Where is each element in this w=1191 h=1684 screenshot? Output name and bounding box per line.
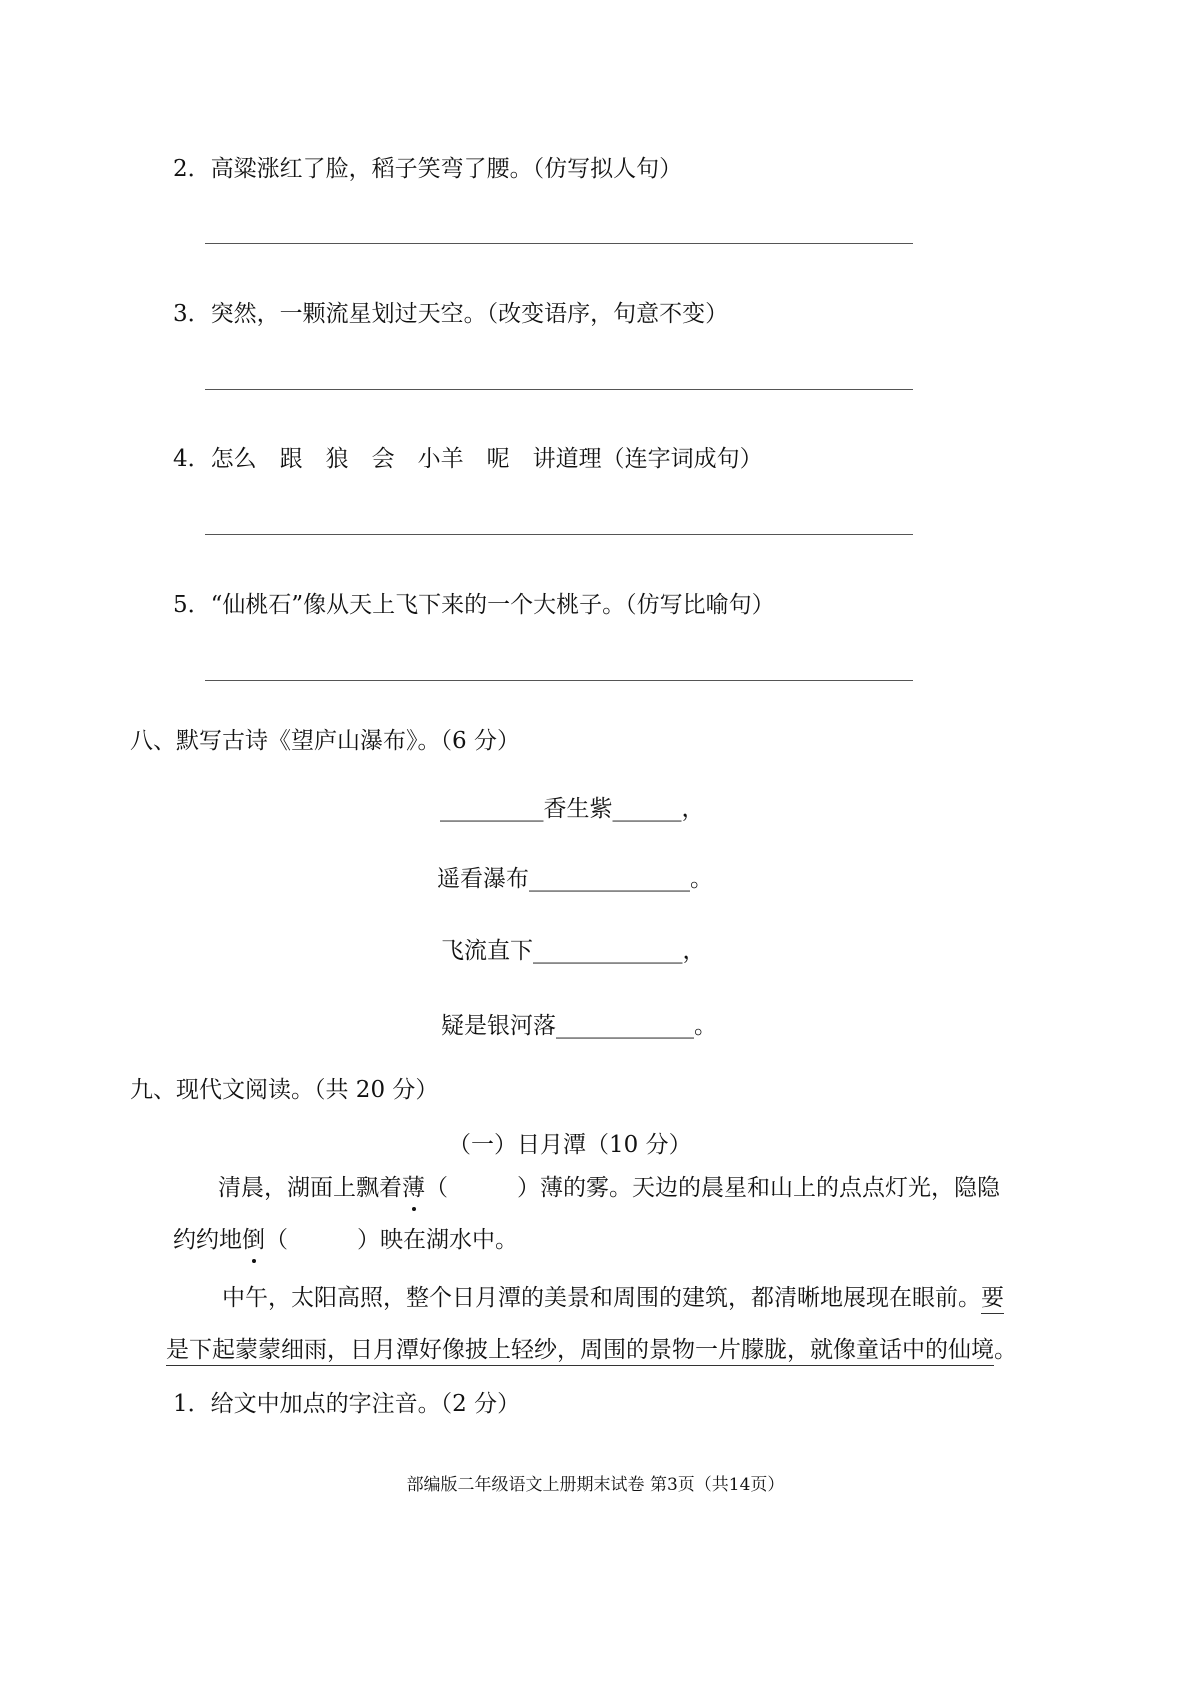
passage-text: 清晨，湖面上飘着	[218, 1175, 402, 1201]
underlined-text: 要	[981, 1285, 1004, 1314]
passage-paragraph-1	[218, 1169, 1000, 1202]
passage-paragraph-2	[222, 1279, 1004, 1312]
poem-line-4: 疑是银河落____________。	[441, 1013, 717, 1039]
sentence-5: 5．“仙桃石”像从天上飞下来的一个大桃子。（仿写比喻句）	[173, 592, 775, 618]
answer-line-3	[205, 389, 913, 390]
sentence-3: 3．突然，一颗流星划过天空。（改变语序，句意不变）	[173, 301, 729, 327]
answer-line-5	[205, 680, 913, 681]
poem-line-2: 遥看瀑布______________。	[437, 866, 713, 892]
passage-paragraph-1-cont	[173, 1221, 518, 1254]
section-9-title: 九、现代文阅读。（共 20 分）	[130, 1077, 439, 1103]
passage-text: 中午，太阳高照，整个日月潭的美景和周围的建筑，都清晰地展现在眼前。	[222, 1285, 981, 1311]
section-8-title: 八、默写古诗《望庐山瀑布》。（6 分）	[130, 728, 520, 754]
passage-text: 。	[994, 1337, 1017, 1363]
passage-text: （ ）映在湖水中。	[265, 1227, 518, 1253]
sentence-2: 2．高粱涨红了脸，稻子笑弯了腰。（仿写拟人句）	[173, 156, 683, 182]
question-1: 1．给文中加点的字注音。（2 分）	[173, 1391, 521, 1417]
page-footer: 部编版二年级语文上册期末试卷 第3页（共14页）	[406, 1475, 785, 1495]
passage-text: 约约地	[173, 1227, 242, 1253]
answer-line-4	[205, 534, 913, 535]
poem-line-1: _________香生紫______，	[440, 796, 705, 822]
passage-text: （ ）薄的雾。天边的晨星和山上的点点灯光，隐隐	[425, 1175, 1000, 1201]
underlined-text: 是下起蒙蒙细雨，日月潭好像披上轻纱，周围的景物一片朦胧，就像童话中的仙境	[166, 1337, 994, 1366]
passage-paragraph-2-cont	[166, 1331, 1017, 1364]
emphasis-dot-char: 薄	[402, 1169, 425, 1202]
emphasis-dot-char: 倒	[242, 1221, 265, 1254]
sentence-4: 4．怎么 跟 狼 会 小羊 呢 讲道理（连字词成句）	[173, 446, 763, 472]
answer-line-2	[205, 243, 913, 244]
poem-line-3: 飞流直下_____________，	[441, 938, 706, 964]
passage-title: （一）日月潭（10 分）	[448, 1132, 692, 1158]
